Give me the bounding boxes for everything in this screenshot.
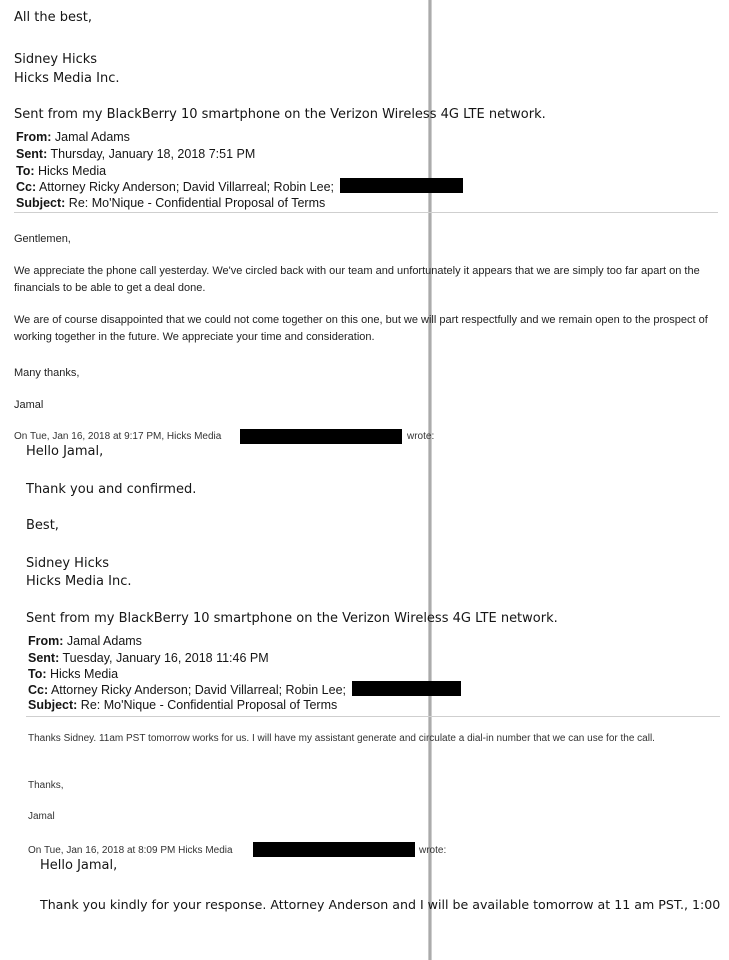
quote1-sent-from: Sent from my BlackBerry 10 smartphone on the Verizon Wireless 4G LTE network.	[26, 611, 558, 626]
header-divider	[26, 716, 720, 717]
quote1-greeting: Hello Jamal,	[26, 444, 104, 459]
redaction-box	[352, 681, 461, 696]
email2-subject: Subject: Re: Mo'Nique - Confidential Proposal of Terms	[28, 698, 338, 712]
email1-signoff: Many thanks,	[14, 367, 80, 379]
quote2-intro-suffix: wrote:	[419, 845, 447, 856]
sender-company: Hicks Media Inc.	[14, 71, 120, 86]
email1-from: From: Jamal Adams	[16, 130, 130, 144]
quote1-intro-prefix: On Tue, Jan 16, 2018 at 9:17 PM, Hicks Media	[14, 431, 222, 442]
sender-name: Sidney Hicks	[14, 52, 98, 67]
email1-paragraph-2: We are of course disappointed that we could not come together on this one, but we will part respectfully and we remain open to the prospect of working together in the future. We appreciate your time and consideration.	[14, 314, 708, 343]
email2-signoff: Thanks,	[28, 780, 64, 791]
page-fold-shadow	[428, 0, 432, 960]
sent-from-line: Sent from my BlackBerry 10 smartphone on the Verizon Wireless 4G LTE network.	[14, 107, 546, 122]
email2-sent: Sent: Tuesday, January 16, 2018 11:46 PM	[28, 651, 269, 665]
closing-line: All the best,	[14, 10, 92, 25]
email1-sent: Sent: Thursday, January 18, 2018 7:51 PM	[16, 147, 256, 161]
quote1-closing: Best,	[26, 518, 59, 533]
quote1-intro-suffix: wrote:	[407, 431, 435, 442]
quote2-line: Thank you kindly for your response. Attorney Anderson and I will be available tomorrow at 11 am PST., 1:00	[40, 897, 721, 912]
header-divider	[14, 212, 718, 213]
redaction-box	[253, 842, 415, 857]
quote1-line: Thank you and confirmed.	[26, 482, 197, 497]
email2-paragraph-1: Thanks Sidney. 11am PST tomorrow works for us. I will have my assistant generate and circulate a dial-in number that we can use for the call.	[28, 733, 655, 744]
email2-from: From: Jamal Adams	[28, 634, 142, 648]
email1-cc: Cc: Attorney Ricky Anderson; David Villarreal; Robin Lee;	[16, 180, 335, 194]
email1-greeting: Gentlemen,	[14, 233, 71, 245]
email2-to: To: Hicks Media	[28, 667, 119, 681]
email1-paragraph-1: We appreciate the phone call yesterday. We've circled back with our team and unfortunately it appears that we are simply too far apart on the financials to be able to get a deal done.	[14, 265, 700, 294]
quote2-greeting: Hello Jamal,	[40, 858, 118, 873]
quote1-name: Sidney Hicks	[26, 556, 110, 571]
redaction-box	[240, 429, 402, 444]
redaction-box	[340, 178, 463, 193]
email2-cc: Cc: Attorney Ricky Anderson; David Villarreal; Robin Lee;	[28, 683, 347, 697]
email2-signature: Jamal	[28, 811, 55, 822]
email1-to: To: Hicks Media	[16, 164, 107, 178]
email1-subject: Subject: Re: Mo'Nique - Confidential Proposal of Terms	[16, 196, 326, 210]
email1-signature: Jamal	[14, 399, 44, 411]
quote2-intro-prefix: On Tue, Jan 16, 2018 at 8:09 PM Hicks Media	[28, 845, 233, 856]
quote1-company: Hicks Media Inc.	[26, 574, 132, 589]
